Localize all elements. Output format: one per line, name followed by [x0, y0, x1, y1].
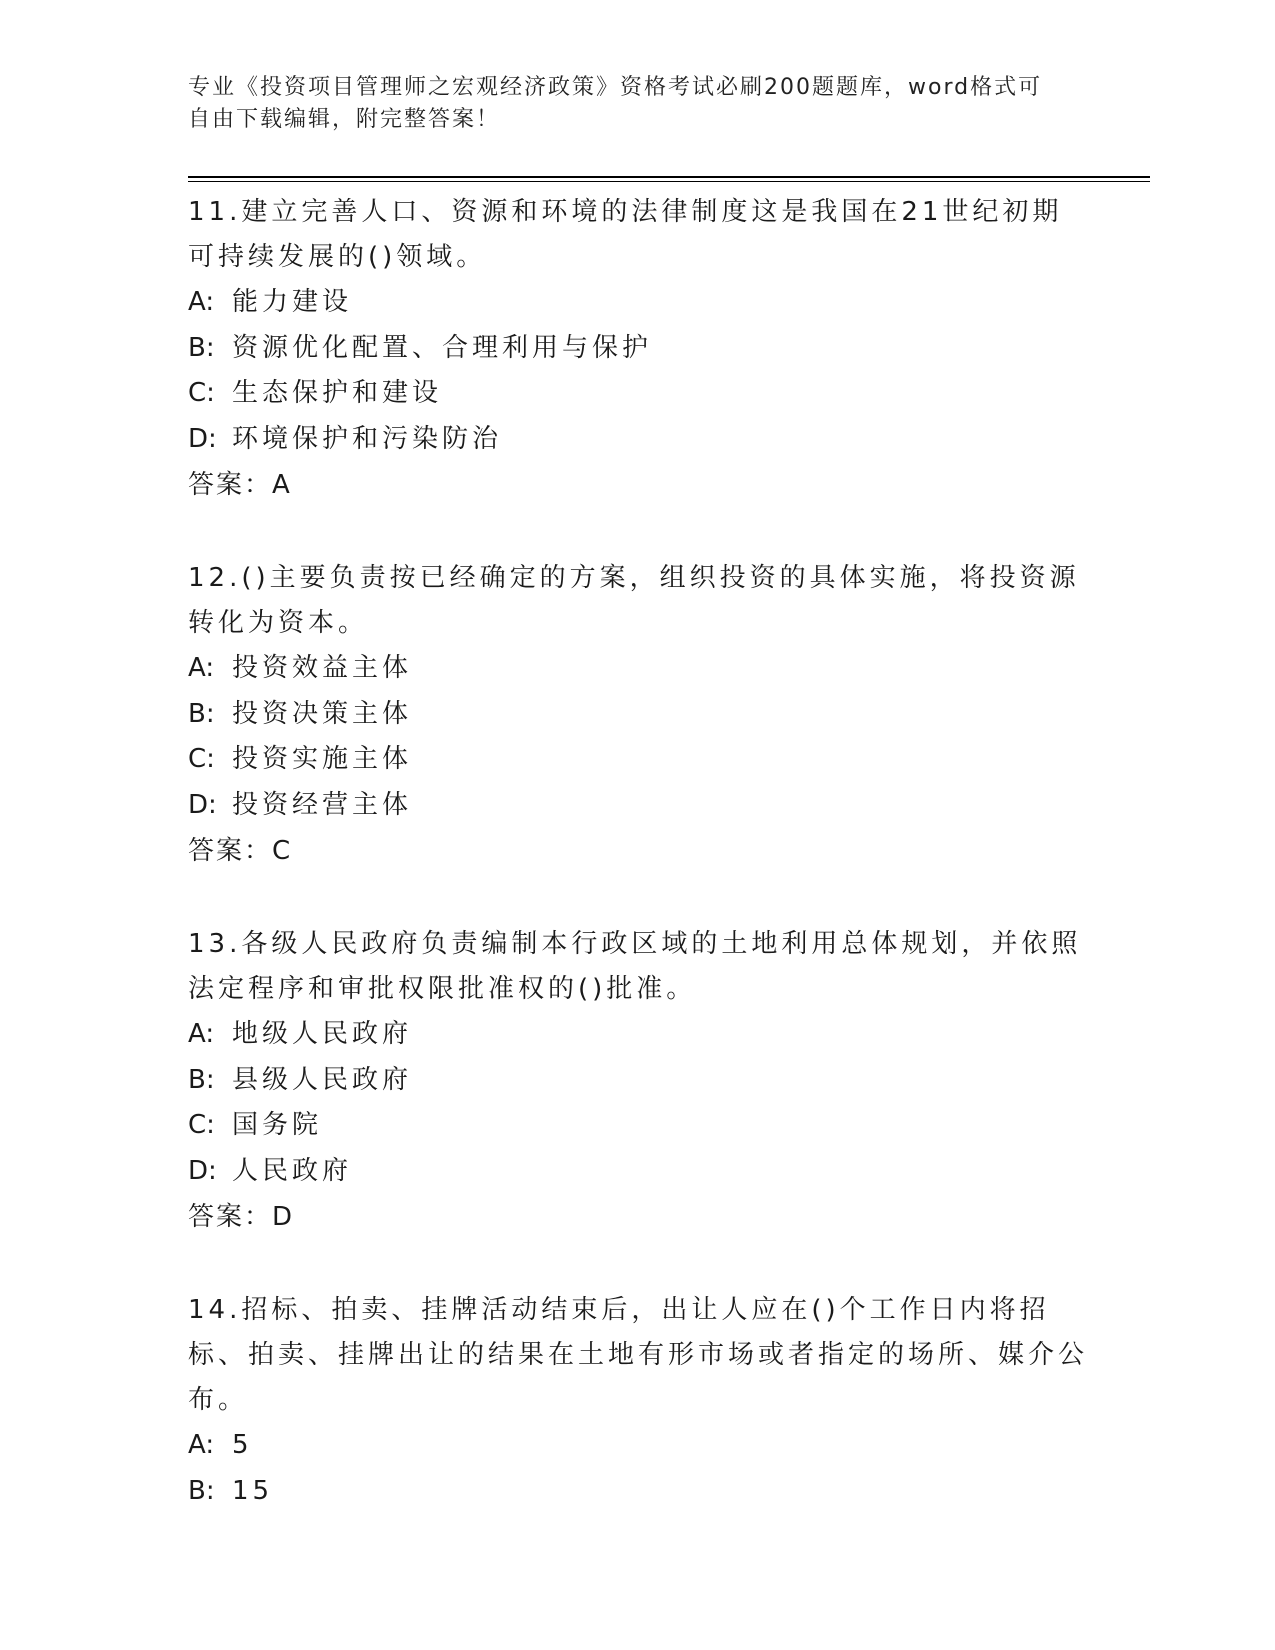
option-letter: D:: [188, 789, 217, 820]
option-text: 县级人民政府: [232, 1064, 413, 1095]
option-text: 投资实施主体: [232, 744, 413, 774]
option-text: 国务院: [232, 1110, 323, 1140]
option-a: [188, 646, 1088, 692]
answer-line: 答案：A: [188, 470, 292, 500]
option-a: [188, 1012, 1088, 1058]
option-c: [188, 371, 1088, 417]
option-letter: D:: [188, 423, 217, 454]
option-letter: A:: [188, 1019, 215, 1049]
option-c: [188, 737, 1088, 783]
option-b: [188, 1058, 1088, 1104]
option-text: 人民政府: [232, 1155, 353, 1186]
option-letter: C:: [188, 1110, 215, 1140]
option-text: 环境保护和污染防治: [232, 423, 503, 454]
option-text: 投资决策主体: [232, 698, 413, 729]
question-stem: 11.建立完善人口、资源和环境的法律制度这是我国在21世纪初期可持续发展的()领域。: [188, 197, 1063, 272]
option-letter: A:: [188, 653, 215, 683]
header-divider-thin: [188, 181, 1150, 182]
header-divider-thick: [188, 176, 1150, 178]
question-stem: 12.()主要负责按已经确定的方案，组织投资的具体实施，将投资源转化为资本。: [188, 563, 1080, 638]
question-item: [188, 1288, 1088, 1514]
option-text: 投资效益主体: [232, 653, 413, 683]
question-item: [188, 556, 1088, 874]
option-text: 5: [232, 1430, 253, 1460]
question-list: [188, 190, 1088, 1562]
option-b: [188, 692, 1088, 738]
option-letter: D:: [188, 1155, 217, 1186]
document-header: [188, 72, 1068, 136]
question-item: [188, 922, 1088, 1240]
option-letter: B:: [188, 1475, 215, 1506]
option-text: 资源优化配置、合理利用与保护: [232, 332, 653, 363]
option-text: 投资经营主体: [232, 789, 413, 820]
option-b: [188, 1469, 1088, 1515]
option-letter: B:: [188, 332, 215, 363]
option-letter: B:: [188, 1064, 215, 1095]
option-text: 地级人民政府: [232, 1019, 413, 1049]
header-line-2: 自由下载编辑，附完整答案！: [188, 107, 501, 132]
option-text: 生态保护和建设: [232, 378, 443, 408]
option-d: [188, 783, 1088, 829]
option-text: 15: [232, 1475, 274, 1506]
option-a: [188, 1423, 1088, 1469]
question-stem: 14.招标、拍卖、挂牌活动结束后，出让人应在()个工作日内将招标、拍卖、挂牌出让的结果在土地有形市场或者指定的场所、媒介公布。: [188, 1295, 1089, 1415]
option-a: [188, 280, 1088, 326]
header-line-1: 专业《投资项目管理师之宏观经济政策》资格考试必刷200题题库，word格式可: [188, 75, 1043, 100]
question-item: [188, 190, 1088, 508]
option-letter: B:: [188, 698, 215, 729]
option-d: [188, 1149, 1088, 1195]
question-stem: 13.各级人民政府负责编制本行政区域的土地利用总体规划，并依照法定程序和审批权限批准权的()批准。: [188, 929, 1082, 1004]
option-c: [188, 1103, 1088, 1149]
option-letter: A:: [188, 1430, 215, 1460]
option-letter: C:: [188, 744, 215, 774]
answer-line: 答案：C: [188, 836, 293, 866]
option-d: [188, 417, 1088, 463]
option-letter: A:: [188, 287, 215, 317]
option-b: [188, 326, 1088, 372]
answer-line: 答案：D: [188, 1202, 295, 1232]
option-letter: C:: [188, 378, 215, 408]
option-text: 能力建设: [232, 287, 353, 317]
